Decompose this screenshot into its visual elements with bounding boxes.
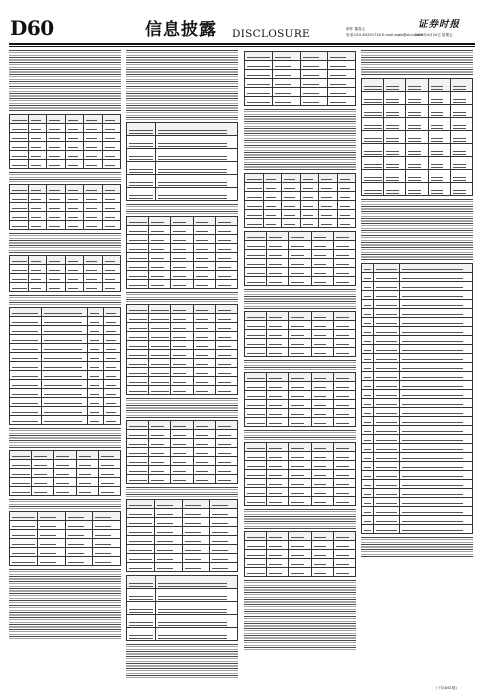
text-block [9, 605, 121, 639]
text-block [244, 360, 356, 370]
data-table [244, 531, 356, 577]
masthead-rule-thin [9, 46, 475, 47]
data-table [244, 51, 356, 106]
text-block [244, 580, 356, 614]
column-4 [361, 50, 473, 680]
newspaper-logo: 证券时报 [418, 19, 461, 30]
contact-line: 电话:010-83251716 E-mail:zqsb@stcn.com [346, 33, 423, 37]
text-block [361, 235, 473, 261]
column-3 [244, 50, 356, 680]
data-table [244, 372, 356, 427]
issue-date: 2020年4月24日 星期五 [414, 33, 453, 37]
data-table [9, 450, 121, 496]
section-title-cn: 信息披露 [145, 20, 217, 40]
data-table [126, 122, 238, 201]
column-2 [126, 50, 238, 680]
text-block [126, 50, 238, 84]
text-block [361, 537, 473, 557]
text-block [9, 50, 121, 84]
section-title-en: DISCLOSURE [232, 28, 310, 40]
text-block [9, 569, 121, 603]
data-table [126, 216, 238, 289]
masthead [0, 0, 484, 46]
continuation-note: (下转D61版) [436, 686, 457, 690]
text-block [126, 204, 238, 214]
data-table [361, 78, 473, 196]
text-block [126, 398, 238, 418]
text-block [244, 430, 356, 440]
data-table [126, 304, 238, 395]
text-block [244, 509, 356, 529]
data-table [244, 231, 356, 286]
masthead-rule [9, 43, 475, 45]
data-table [126, 420, 238, 484]
text-block [126, 487, 238, 497]
data-table [361, 263, 473, 534]
text-block [9, 499, 121, 509]
text-block [9, 428, 121, 448]
text-block [244, 616, 356, 650]
text-block [9, 233, 121, 253]
data-table [9, 511, 121, 566]
page-number: D60 [10, 16, 54, 40]
text-block [126, 86, 238, 120]
text-block [244, 289, 356, 309]
editor-credit: 制作 董春云 [346, 27, 366, 31]
text-block [361, 50, 473, 76]
text-block [126, 644, 238, 678]
text-block [361, 199, 473, 233]
column-1 [9, 50, 121, 680]
text-block [244, 145, 356, 171]
data-table [244, 311, 356, 357]
data-table [9, 184, 121, 230]
data-table [244, 442, 356, 506]
text-block [9, 172, 121, 182]
data-table [9, 114, 121, 169]
data-table [126, 499, 238, 572]
data-table [9, 255, 121, 292]
text-block [126, 292, 238, 302]
text-block [244, 109, 356, 143]
data-table [126, 575, 238, 641]
text-block [9, 86, 121, 112]
text-block [9, 295, 121, 305]
data-table [244, 173, 356, 228]
data-table [9, 307, 121, 425]
